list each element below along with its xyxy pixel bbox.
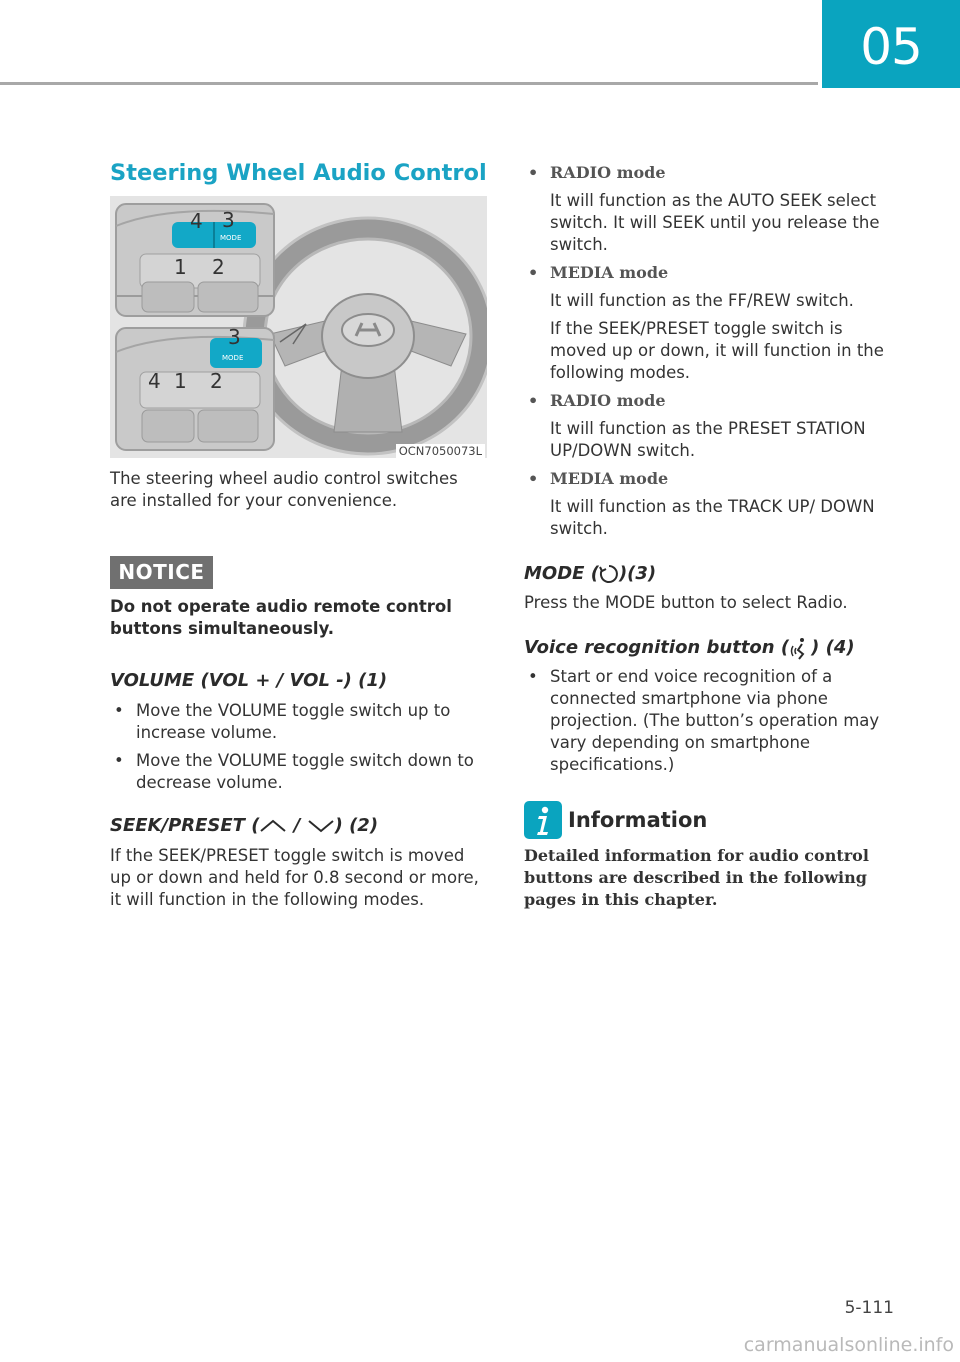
- notice-text: Do not operate audio remote control buttons simultaneously.: [110, 597, 452, 638]
- svg-text:3: 3: [222, 208, 235, 232]
- volume-list: [110, 700, 480, 794]
- voice-heading: Voice recognition button ( ) (4): [524, 637, 855, 658]
- svg-text:4: 4: [190, 209, 203, 233]
- voice-recognition-icon: [789, 636, 811, 660]
- svg-text:3: 3: [228, 325, 241, 349]
- svg-text:4: 4: [148, 369, 161, 393]
- list-item: • MEDIA mode It will function as the FF/REW switch. If the SEEK/PRESET toggle switch is moved up or down, it will function in the following modes.: [528, 263, 884, 382]
- header-rule: [0, 82, 818, 85]
- svg-text:2: 2: [212, 255, 225, 279]
- seek-heading: SEEK/PRESET ( / ) (2): [110, 815, 379, 836]
- chevron-down-icon: [307, 819, 335, 833]
- info-title: Information: [568, 808, 708, 832]
- steering-wheel-illustration: [110, 196, 487, 458]
- mode-text: Press the MODE button to select Radio.: [524, 593, 848, 612]
- section-title: Steering Wheel Audio Control: [110, 160, 487, 186]
- list-item: • MEDIA mode It will function as the TRACK UP/ DOWN switch.: [528, 469, 875, 538]
- chevron-up-icon: [259, 819, 287, 833]
- seek-text: If the SEEK/PRESET toggle switch is moved up or down and held for 0.8 second or more, it will function in the following modes.: [110, 846, 479, 909]
- svg-text:2: 2: [210, 369, 223, 393]
- info-text: Detailed information for audio control buttons are described in the following pages in this chapter.: [524, 846, 869, 909]
- notice-label: NOTICE: [110, 556, 213, 589]
- voice-list: [524, 666, 904, 776]
- steering-wheel-figure: [110, 196, 487, 458]
- page-number: 5-111: [844, 1298, 894, 1318]
- list-item: • Start or end voice recognition of a connected smartphone via phone projection. (The button’s operation may vary depending on smartphone specifications.): [528, 667, 880, 774]
- list-item: • Move the VOLUME toggle switch down to decrease volume.: [114, 751, 474, 792]
- inset-upper: [116, 204, 274, 316]
- watermark: carmanualsonline.info: [743, 1334, 954, 1356]
- chapter-number: 05: [860, 18, 922, 76]
- intro-text: The steering wheel audio control switches are installed for your convenience.: [110, 469, 458, 510]
- list-item: • Move the VOLUME toggle switch up to increase volume.: [114, 701, 451, 742]
- list-item: • RADIO mode It will function as the AUTO SEEK select switch. It will SEEK until you release the switch.: [528, 163, 880, 254]
- svg-text:1: 1: [174, 255, 187, 279]
- list-item: • RADIO mode It will function as the PRESET STATION UP/DOWN switch.: [528, 391, 866, 460]
- figure-code: OCN7050073L: [396, 444, 485, 458]
- inset-lower: [116, 325, 274, 450]
- mode-heading: MODE ( )(3): [524, 563, 657, 584]
- chapter-tab: [822, 0, 960, 88]
- svg-text:MODE: MODE: [220, 234, 242, 242]
- volume-heading: VOLUME (VOL + / VOL -) (1): [110, 670, 388, 691]
- mode-list: [524, 162, 904, 540]
- mode-icon: [599, 564, 619, 584]
- svg-text:1: 1: [174, 369, 187, 393]
- svg-text:MODE: MODE: [222, 354, 244, 362]
- info-icon: [524, 801, 562, 839]
